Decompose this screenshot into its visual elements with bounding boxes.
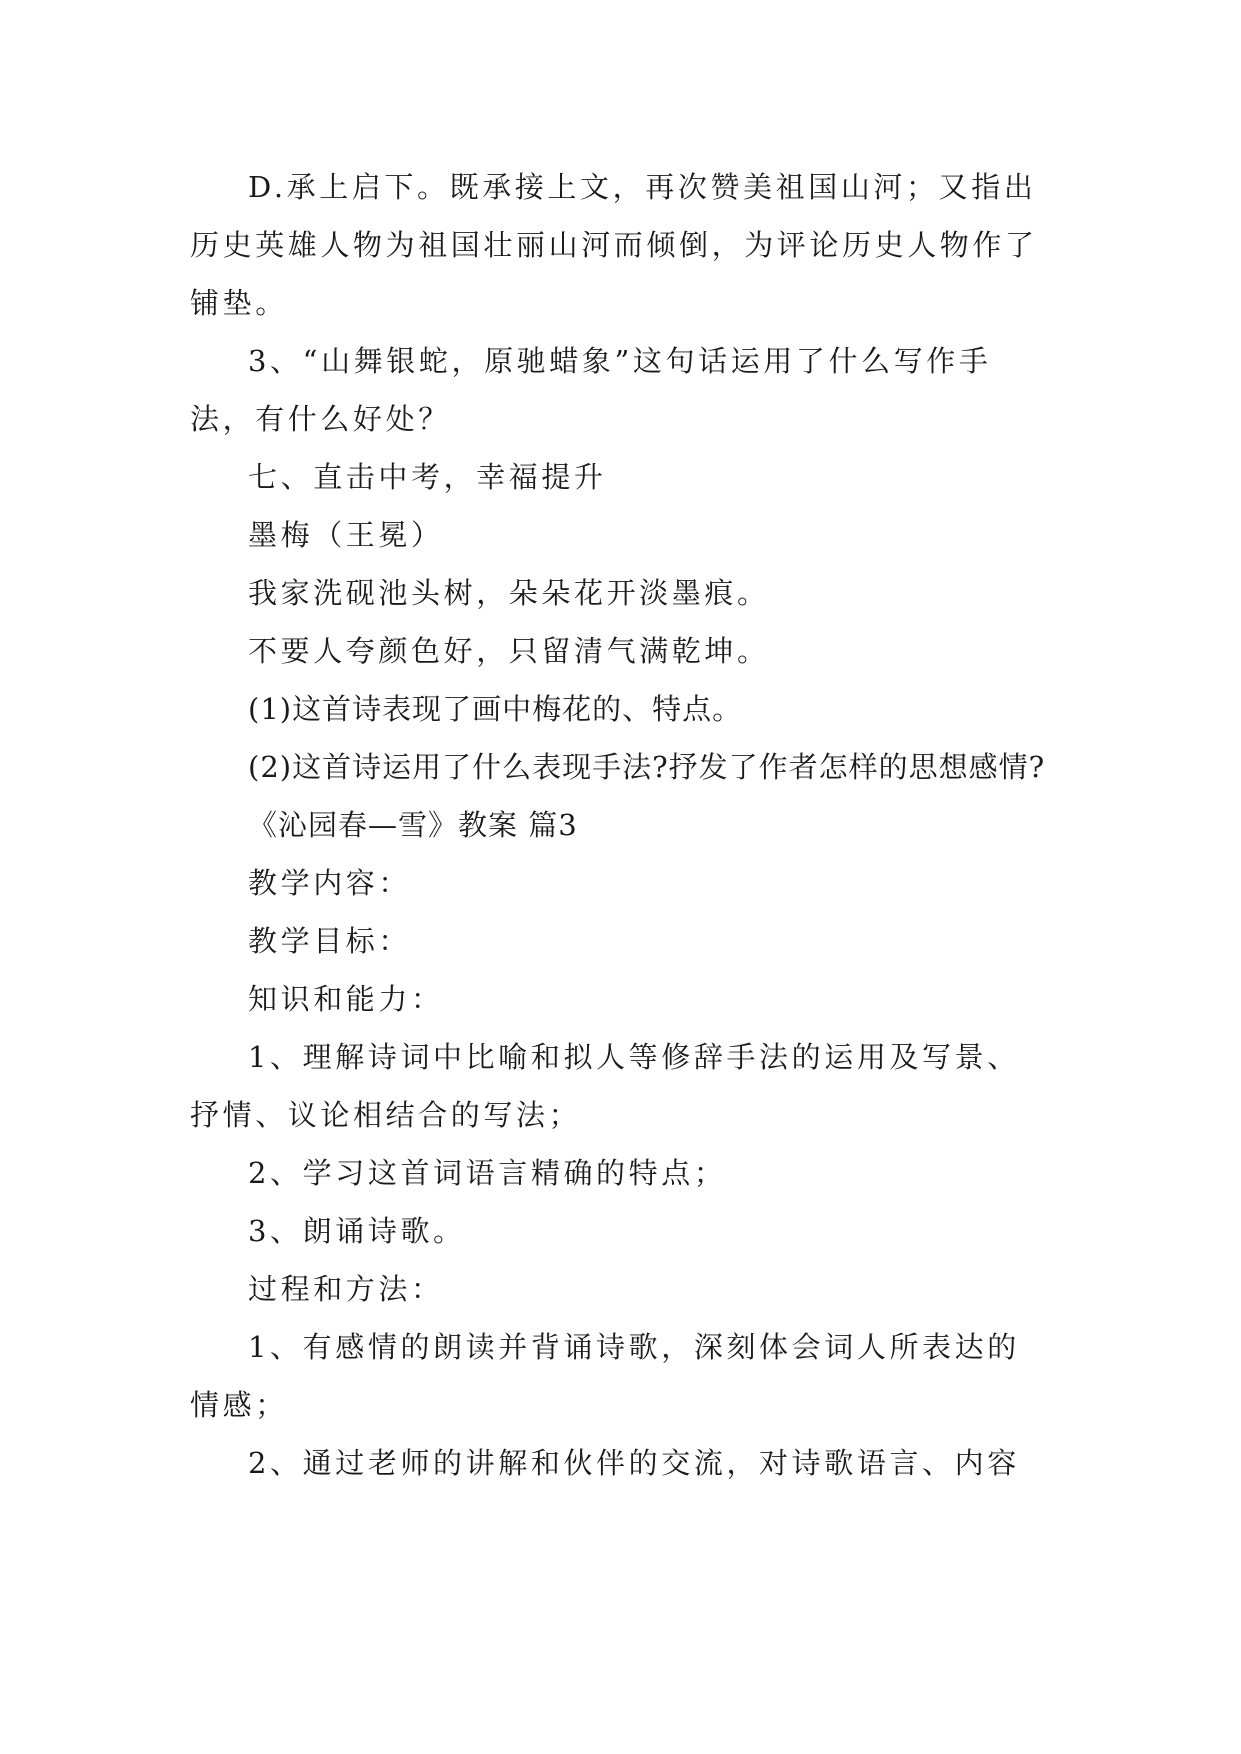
knowledge-item-1: 1、理解诗词中比喻和拟人等修辞手法的运用及写景、抒情、议论相结合的写法； [190, 1040, 1020, 1132]
teaching-goals-label: 教学目标： [248, 924, 412, 958]
poem-title: 墨梅（王冕） [248, 518, 444, 552]
process-item-1: 1、有感情的朗读并背诵诗歌，深刻体会词人所表达的情感； [190, 1330, 1020, 1422]
process-method-label: 过程和方法： [248, 1272, 444, 1306]
poem-line-1: 我家洗砚池头树，朵朵花开淡墨痕。 [248, 576, 770, 610]
poem-question-2: (2)这首诗运用了什么表现手法?抒发了作者怎样的思想感情? [248, 750, 1046, 784]
document-body [190, 158, 1050, 1492]
paragraph-option-d: D.承上启下。既承接上文，再次赞美祖国山河；又指出历史英雄人物为祖国壮丽山河而倾倒，为评论历史人物作了铺垫。 [190, 170, 1038, 320]
poem-question-1: (1)这首诗表现了画中梅花的、特点。 [248, 692, 743, 726]
teaching-content-label: 教学内容： [248, 866, 412, 900]
section-heading-exam: 七、直击中考，幸福提升 [248, 460, 607, 494]
knowledge-item-2: 2、学习这首词语言精确的特点； [248, 1156, 727, 1190]
lesson-plan-heading: 《沁园春—雪》教案 篇3 [248, 808, 578, 842]
paragraph-question-3: 3、“山舞银蛇，原驰蜡象”这句话运用了什么写作手法，有什么好处？ [190, 344, 992, 436]
knowledge-ability-label: 知识和能力： [248, 982, 444, 1016]
knowledge-item-3: 3、朗诵诗歌。 [248, 1214, 466, 1248]
poem-line-2: 不要人夸颜色好，只留清气满乾坤。 [248, 634, 770, 668]
process-item-2: 2、通过老师的讲解和伙伴的交流，对诗歌语言、内容 [248, 1446, 1020, 1480]
